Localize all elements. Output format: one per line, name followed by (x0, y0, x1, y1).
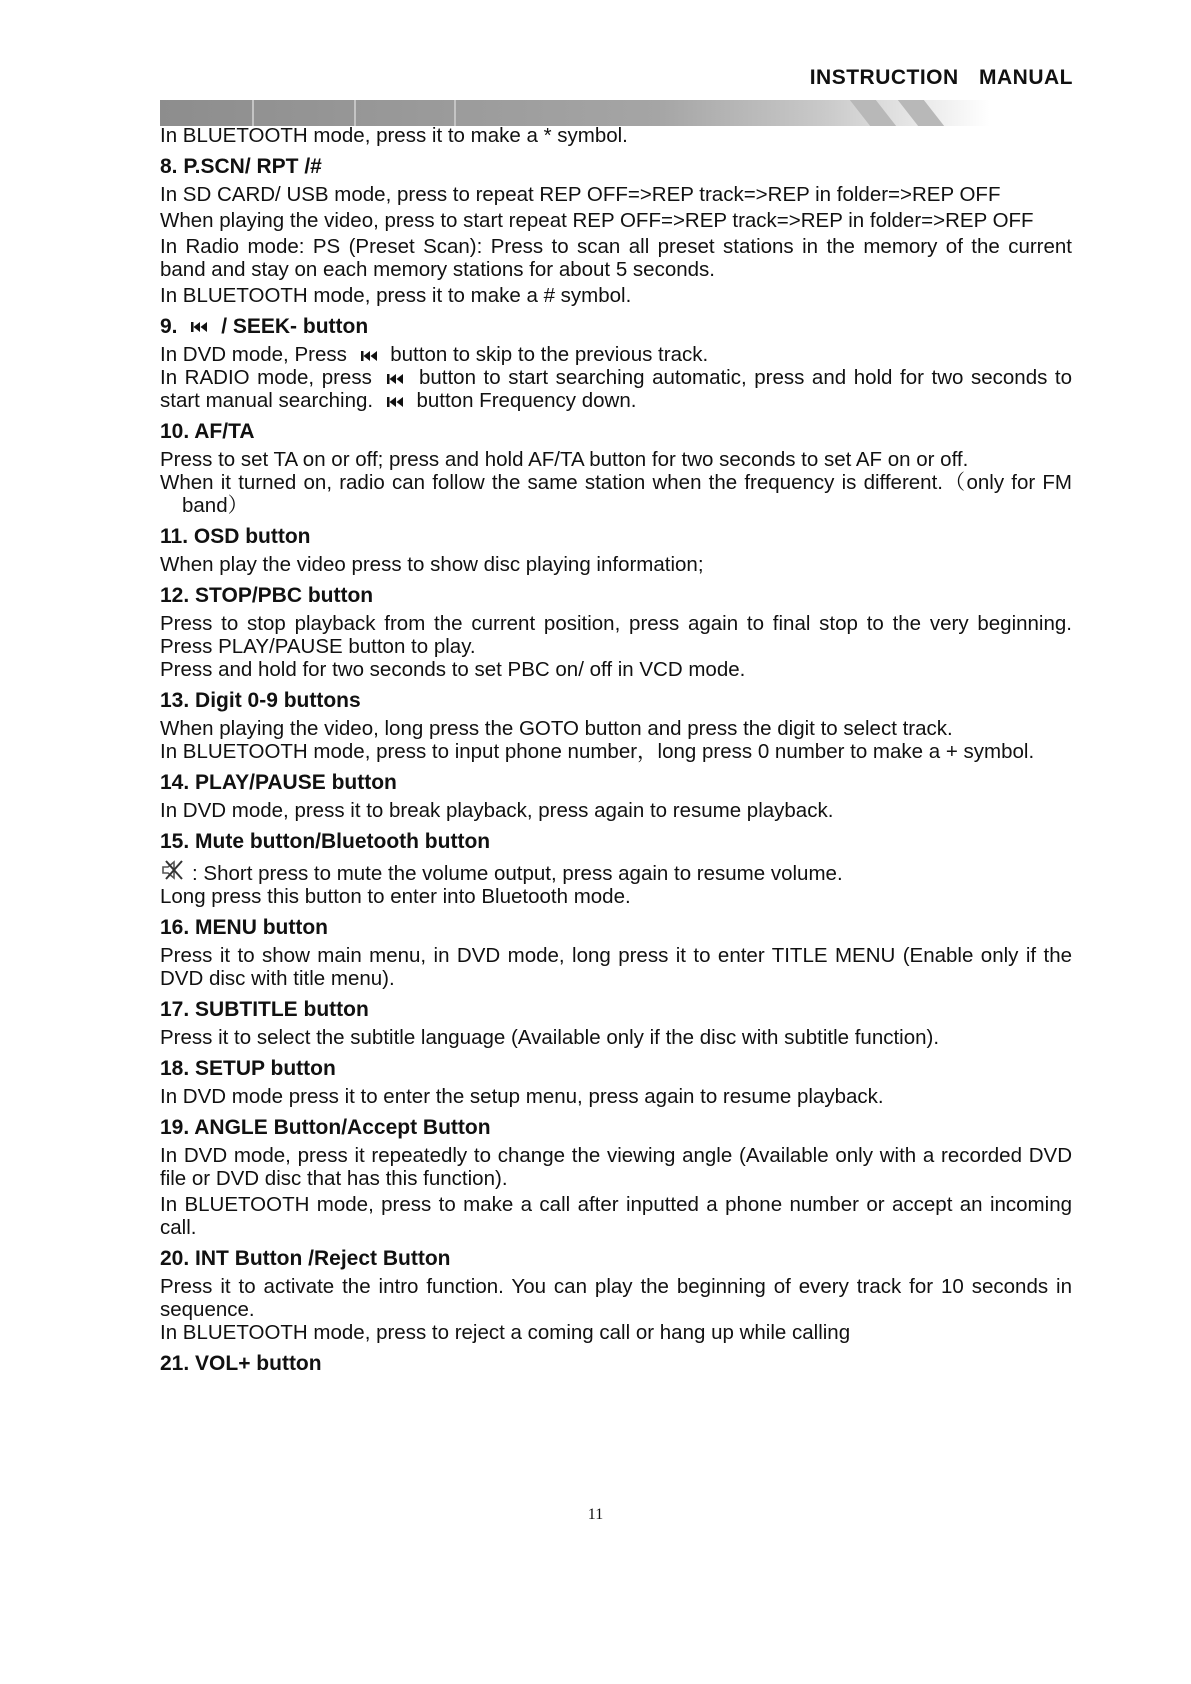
page-number: 11 (587, 1506, 604, 1523)
section-17-paragraph: Press it to select the subtitle language (Available only if the disc with subtitle function). (160, 1026, 940, 1049)
section-9-title: / SEEK- button (221, 315, 369, 338)
banner-stripe (898, 100, 944, 126)
intro-line: In BLUETOOTH mode, press it to make a * symbol. (160, 124, 628, 147)
section-title-17: 17. SUBTITLE button (160, 998, 369, 1021)
section-9-number: 9. (160, 315, 178, 338)
skip-previous-icon (385, 394, 405, 410)
banner-stripe (850, 100, 896, 126)
section-9-text: button to start searching automatic, press and hold for two seconds to start manual searching. (160, 366, 1073, 412)
header-banner (160, 100, 990, 126)
section-12-paragraph: Press to stop playback from the current position, press again to final stop to the very beginning. Press PLAY/PAUSE button to play. (160, 612, 1072, 658)
section-title-8: 8. P.SCN/ RPT /# (160, 155, 322, 178)
section-20-paragraph: Press it to activate the intro function. You can play the beginning of every track for 10 seconds in sequence. (160, 1275, 1072, 1321)
section-13-paragraph: When playing the video, long press the GOTO button and press the digit to select track. (160, 717, 953, 740)
banner-divider (454, 100, 456, 126)
section-9-text: button to skip to the previous track. (390, 343, 709, 366)
section-title-12: 12. STOP/PBC button (160, 584, 374, 607)
section-title-10: 10. AF/TA (160, 420, 255, 443)
section-18-paragraph: In DVD mode press it to enter the setup menu, press again to resume playback. (160, 1085, 884, 1108)
section-9-paragraph (160, 343, 1072, 366)
section-19-paragraph: In BLUETOOTH mode, press to make a call after inputted a phone number or accept an incoming call. (160, 1193, 1072, 1239)
section-title-11: 11. OSD button (160, 525, 311, 548)
section-title-15: 15. Mute button/Bluetooth button (160, 830, 491, 853)
skip-previous-icon (189, 319, 209, 335)
section-9-text: In DVD mode, Press (160, 343, 347, 366)
section-title-13: 13. Digit 0-9 buttons (160, 689, 361, 712)
section-10-paragraph: When it turned on, radio can follow the same station when the frequency is different.（only for FM band） (160, 471, 1072, 517)
section-11-paragraph: When play the video press to show disc playing information; (160, 553, 704, 576)
section-title-18: 18. SETUP button (160, 1057, 336, 1080)
section-title-19: 19. ANGLE Button/Accept Button (160, 1116, 491, 1139)
section-9-paragraph (160, 366, 1072, 412)
banner-divider (252, 100, 254, 126)
section-8-paragraph: In Radio mode: PS (Preset Scan): Press to scan all preset stations in the memory of the current band and stay on each memory stations for about 5 seconds. (160, 235, 1072, 281)
section-19-paragraph: In DVD mode, press it repeatedly to change the viewing angle (Available only with a recorded DVD file or DVD disc that has this function). (160, 1144, 1072, 1190)
section-20-paragraph: In BLUETOOTH mode, press to reject a coming call or hang up while calling (160, 1321, 851, 1344)
section-15-text: : Short press to mute the volume output, press again to resume volume. (192, 862, 843, 885)
mute-speaker-icon (160, 858, 184, 882)
skip-previous-icon (359, 348, 379, 364)
banner-divider (354, 100, 356, 126)
section-14-paragraph: In DVD mode, press it to break playback, press again to resume playback. (160, 799, 834, 822)
manual-header: INSTRUCTION MANUAL (809, 66, 1073, 89)
section-title-21: 21. VOL+ button (160, 1352, 322, 1375)
section-title-14: 14. PLAY/PAUSE button (160, 771, 397, 794)
section-title-20: 20. INT Button /Reject Button (160, 1247, 451, 1270)
section-15-paragraph: Long press this button to enter into Bluetooth mode. (160, 885, 631, 908)
section-16-paragraph: Press it to show main menu, in DVD mode, long press it to enter TITLE MENU (Enable only if the DVD disc with title menu). (160, 944, 1072, 990)
section-12-paragraph: Press and hold for two seconds to set PBC on/ off in VCD mode. (160, 658, 746, 681)
skip-previous-icon (385, 371, 405, 387)
section-8-paragraph: In SD CARD/ USB mode, press to repeat REP OFF=>REP track=>REP in folder=>REP OFF (160, 183, 1001, 206)
section-title-9 (160, 315, 1072, 338)
section-title-16: 16. MENU button (160, 916, 328, 939)
section-15-paragraph (160, 858, 1072, 885)
section-9-text: button Frequency down. (416, 389, 637, 412)
section-9-text: In RADIO mode, press (160, 366, 372, 389)
section-8-paragraph: In BLUETOOTH mode, press it to make a # symbol. (160, 284, 632, 307)
section-10-paragraph: Press to set TA on or off; press and hold AF/TA button for two seconds to set AF on or off. (160, 448, 969, 471)
section-8-paragraph: When playing the video, press to start repeat REP OFF=>REP track=>REP in folder=>REP OFF (160, 209, 1034, 232)
manual-content (160, 124, 1072, 1380)
section-13-paragraph: In BLUETOOTH mode, press to input phone number，long press 0 number to make a + symbol. (160, 740, 1035, 763)
